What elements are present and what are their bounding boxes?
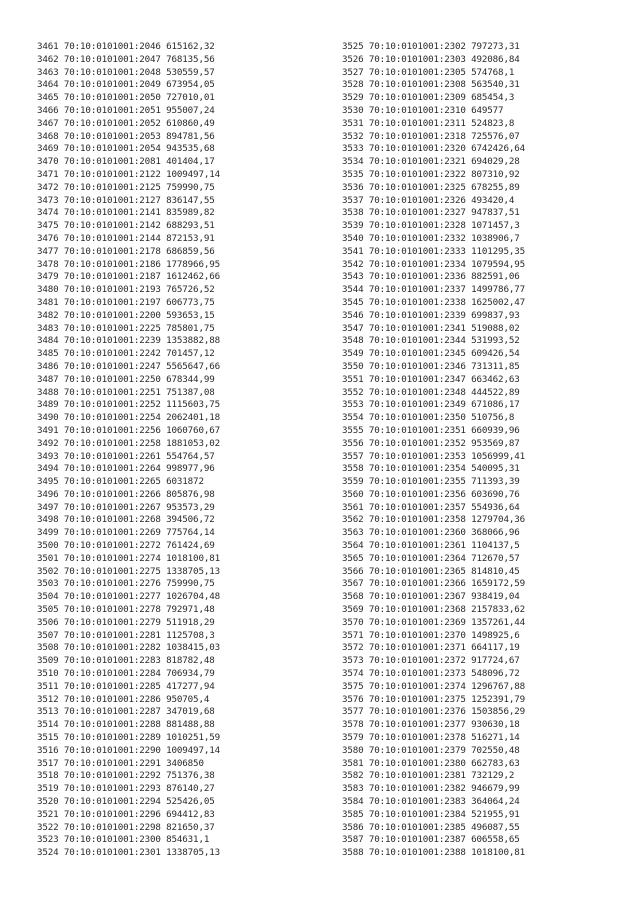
record-row: 3543 70:10:0101001:2336 882591,06	[342, 271, 520, 283]
record-row: 3571 70:10:0101001:2370 1498925,6	[342, 629, 520, 641]
record-row: 3521 70:10:0101001:2296 694412,83	[37, 808, 215, 820]
record-row: 3482 70:10:0101001:2200 593653,15	[37, 309, 215, 321]
record-row: 3586 70:10:0101001:2385 496087,55	[342, 821, 520, 833]
record-row: 3470 70:10:0101001:2081 401404,17	[37, 156, 215, 168]
record-row: 3501 70:10:0101001:2274 1018100,81	[37, 552, 220, 564]
record-row: 3551 70:10:0101001:2347 663462,63	[342, 373, 520, 385]
record-row: 3561 70:10:0101001:2357 554936,64	[342, 501, 520, 513]
record-row: 3557 70:10:0101001:2353 1056999,41	[342, 450, 525, 462]
record-row: 3544 70:10:0101001:2337 1499786,77	[342, 284, 525, 296]
record-row: 3530 70:10:0101001:2310 649577	[342, 104, 504, 116]
record-row: 3588 70:10:0101001:2388 1018100,81	[342, 847, 525, 859]
record-row: 3489 70:10:0101001:2252 1115603,75	[37, 399, 220, 411]
record-row: 3478 70:10:0101001:2186 1778966,95	[37, 258, 220, 270]
record-row: 3569 70:10:0101001:2368 2157833,62	[342, 604, 525, 616]
record-row: 3496 70:10:0101001:2266 805876,98	[37, 488, 215, 500]
record-row: 3472 70:10:0101001:2125 759990,75	[37, 181, 215, 193]
record-row: 3545 70:10:0101001:2338 1625002,47	[342, 296, 525, 308]
record-row: 3555 70:10:0101001:2351 660939,96	[342, 424, 520, 436]
record-row: 3554 70:10:0101001:2350 510756,8	[342, 412, 515, 424]
record-row: 3491 70:10:0101001:2256 1060760,67	[37, 424, 220, 436]
record-row: 3500 70:10:0101001:2272 761424,69	[37, 540, 215, 552]
record-row: 3525 70:10:0101001:2302 797273,31	[342, 41, 520, 52]
record-row: 3506 70:10:0101001:2279 511918,29	[37, 616, 215, 628]
record-row: 3534 70:10:0101001:2321 694029,28	[342, 156, 520, 168]
record-row: 3538 70:10:0101001:2327 947837,51	[342, 207, 520, 219]
record-row: 3560 70:10:0101001:2356 603690,76	[342, 488, 520, 500]
record-row: 3539 70:10:0101001:2328 1071457,3	[342, 220, 520, 232]
record-row: 3533 70:10:0101001:2320 6742426,64	[342, 143, 525, 155]
record-row: 3567 70:10:0101001:2366 1659172,59	[342, 578, 525, 590]
record-row: 3547 70:10:0101001:2341 519088,02	[342, 322, 520, 334]
record-row: 3552 70:10:0101001:2348 444522,89	[342, 386, 520, 398]
record-row: 3493 70:10:0101001:2261 554764,57	[37, 450, 215, 462]
record-row: 3461 70:10:0101001:2046 615162,32	[37, 41, 215, 52]
record-row: 3578 70:10:0101001:2377 930630,18	[342, 719, 520, 731]
record-row: 3574 70:10:0101001:2373 548096,72	[342, 668, 520, 680]
record-row: 3541 70:10:0101001:2333 1101295,35	[342, 245, 525, 257]
record-row: 3581 70:10:0101001:2380 662783,63	[342, 757, 520, 769]
record-row: 3519 70:10:0101001:2293 876140,27	[37, 783, 215, 795]
record-row: 3464 70:10:0101001:2049 673954,05	[37, 79, 215, 91]
record-row: 3468 70:10:0101001:2053 894781,56	[37, 130, 215, 142]
record-row: 3527 70:10:0101001:2305 574768,1	[342, 66, 515, 78]
record-row: 3582 70:10:0101001:2381 732129,2	[342, 770, 515, 782]
record-row: 3576 70:10:0101001:2375 1252391,79	[342, 693, 525, 705]
record-row: 3558 70:10:0101001:2354 540095,31	[342, 463, 520, 475]
record-row: 3513 70:10:0101001:2287 347019,68	[37, 706, 215, 718]
record-row: 3522 70:10:0101001:2298 821650,37	[37, 821, 215, 833]
record-row: 3509 70:10:0101001:2283 818782,48	[37, 655, 215, 667]
record-row: 3524 70:10:0101001:2301 1338705,13	[37, 847, 220, 859]
record-row: 3540 70:10:0101001:2332 1038906,7	[342, 232, 520, 244]
record-row: 3467 70:10:0101001:2052 610860,49	[37, 117, 215, 129]
record-row: 3465 70:10:0101001:2050 727010,01	[37, 92, 215, 104]
record-row: 3549 70:10:0101001:2345 609426,54	[342, 348, 520, 360]
record-row: 3473 70:10:0101001:2127 836147,55	[37, 194, 215, 206]
record-row: 3537 70:10:0101001:2326 493420,4	[342, 194, 515, 206]
record-row: 3523 70:10:0101001:2300 854631,1	[37, 834, 210, 846]
record-row: 3553 70:10:0101001:2349 671086,17	[342, 399, 520, 411]
record-row: 3471 70:10:0101001:2122 1009497,14	[37, 168, 220, 180]
record-row: 3572 70:10:0101001:2371 664117,19	[342, 642, 520, 654]
record-row: 3565 70:10:0101001:2364 712670,57	[342, 552, 520, 564]
record-row: 3507 70:10:0101001:2281 1125708,3	[37, 629, 215, 641]
record-row: 3494 70:10:0101001:2264 998977,96	[37, 463, 215, 475]
record-row: 3497 70:10:0101001:2267 953573,29	[37, 501, 215, 513]
record-row: 3466 70:10:0101001:2051 955007,24	[37, 104, 215, 116]
record-row: 3480 70:10:0101001:2193 765726,52	[37, 284, 215, 296]
record-row: 3575 70:10:0101001:2374 1296767,88	[342, 680, 525, 692]
record-row: 3515 70:10:0101001:2289 1010251,59	[37, 732, 220, 744]
record-row: 3516 70:10:0101001:2290 1009497,14	[37, 744, 220, 756]
record-row: 3577 70:10:0101001:2376 1503856,29	[342, 706, 525, 718]
record-row: 3490 70:10:0101001:2254 2062401,18	[37, 412, 220, 424]
record-row: 3566 70:10:0101001:2365 814810,45	[342, 565, 520, 577]
record-row: 3476 70:10:0101001:2144 872153,91	[37, 232, 215, 244]
record-row: 3583 70:10:0101001:2382 946679,99	[342, 783, 520, 795]
record-row: 3495 70:10:0101001:2265 6031872	[37, 476, 204, 488]
record-row: 3587 70:10:0101001:2387 606558,65	[342, 834, 520, 846]
record-row: 3485 70:10:0101001:2242 701457,12	[37, 348, 215, 360]
record-row: 3510 70:10:0101001:2284 706934,79	[37, 668, 215, 680]
record-row: 3532 70:10:0101001:2318 725576,07	[342, 130, 520, 142]
record-row: 3550 70:10:0101001:2346 731311,85	[342, 360, 520, 372]
record-row: 3585 70:10:0101001:2384 521955,91	[342, 808, 520, 820]
record-row: 3481 70:10:0101001:2197 606773,75	[37, 296, 215, 308]
record-row: 3512 70:10:0101001:2286 950705,4	[37, 693, 210, 705]
record-row: 3579 70:10:0101001:2378 516271,14	[342, 732, 520, 744]
record-row: 3546 70:10:0101001:2339 699837,93	[342, 309, 520, 321]
record-row: 3483 70:10:0101001:2225 785801,75	[37, 322, 215, 334]
record-row: 3535 70:10:0101001:2322 807310,92	[342, 168, 520, 180]
record-row: 3536 70:10:0101001:2325 678255,89	[342, 181, 520, 193]
record-row: 3488 70:10:0101001:2251 751387,08	[37, 386, 215, 398]
record-row: 3477 70:10:0101001:2178 686859,56	[37, 245, 215, 257]
record-row: 3492 70:10:0101001:2258 1881053,02	[37, 437, 220, 449]
record-row: 3526 70:10:0101001:2303 492086,84	[342, 53, 520, 65]
record-row: 3528 70:10:0101001:2308 563540,31	[342, 79, 520, 91]
record-row: 3474 70:10:0101001:2141 835989,82	[37, 207, 215, 219]
record-row: 3463 70:10:0101001:2048 530559,57	[37, 66, 215, 78]
record-row: 3562 70:10:0101001:2358 1279704,36	[342, 514, 525, 526]
record-row: 3559 70:10:0101001:2355 711393,39	[342, 476, 520, 488]
record-row: 3498 70:10:0101001:2268 394506,72	[37, 514, 215, 526]
record-row: 3469 70:10:0101001:2054 943535,68	[37, 143, 215, 155]
record-row: 3570 70:10:0101001:2369 1357261,44	[342, 616, 525, 628]
record-row: 3548 70:10:0101001:2344 531993,52	[342, 335, 520, 347]
record-row: 3564 70:10:0101001:2361 1104137,5	[342, 540, 520, 552]
record-row: 3584 70:10:0101001:2383 364064,24	[342, 796, 520, 808]
record-row: 3479 70:10:0101001:2187 1612462,66	[37, 271, 220, 283]
record-row: 3556 70:10:0101001:2352 953569,87	[342, 437, 520, 449]
record-row: 3531 70:10:0101001:2311 524823,8	[342, 117, 515, 129]
record-row: 3580 70:10:0101001:2379 702550,48	[342, 744, 520, 756]
record-column-right	[342, 41, 525, 860]
record-row: 3514 70:10:0101001:2288 881488,88	[37, 719, 215, 731]
record-row: 3462 70:10:0101001:2047 768135,56	[37, 53, 215, 65]
record-row: 3499 70:10:0101001:2269 775764,14	[37, 527, 215, 539]
record-row: 3486 70:10:0101001:2247 5565647,66	[37, 360, 220, 372]
record-row: 3503 70:10:0101001:2276 759990,75	[37, 578, 215, 590]
record-row: 3573 70:10:0101001:2372 917724,67	[342, 655, 520, 667]
record-row: 3508 70:10:0101001:2282 1038415,03	[37, 642, 220, 654]
record-row: 3542 70:10:0101001:2334 1079594,95	[342, 258, 525, 270]
record-row: 3529 70:10:0101001:2309 685454,3	[342, 92, 515, 104]
record-row: 3487 70:10:0101001:2250 678344,99	[37, 373, 215, 385]
record-row: 3563 70:10:0101001:2360 368066,96	[342, 527, 520, 539]
record-column-left	[37, 41, 220, 860]
record-row: 3505 70:10:0101001:2278 792971,48	[37, 604, 215, 616]
record-row: 3517 70:10:0101001:2291 3406850	[37, 757, 204, 769]
record-row: 3518 70:10:0101001:2292 751376,38	[37, 770, 215, 782]
record-row: 3475 70:10:0101001:2142 688293,51	[37, 220, 215, 232]
record-row: 3504 70:10:0101001:2277 1026704,48	[37, 591, 220, 603]
record-row: 3568 70:10:0101001:2367 938419,04	[342, 591, 520, 603]
record-row: 3511 70:10:0101001:2285 417277,94	[37, 680, 215, 692]
record-row: 3484 70:10:0101001:2239 1353882,88	[37, 335, 220, 347]
record-row: 3520 70:10:0101001:2294 525426,05	[37, 796, 215, 808]
record-row: 3502 70:10:0101001:2275 1338705,13	[37, 565, 220, 577]
